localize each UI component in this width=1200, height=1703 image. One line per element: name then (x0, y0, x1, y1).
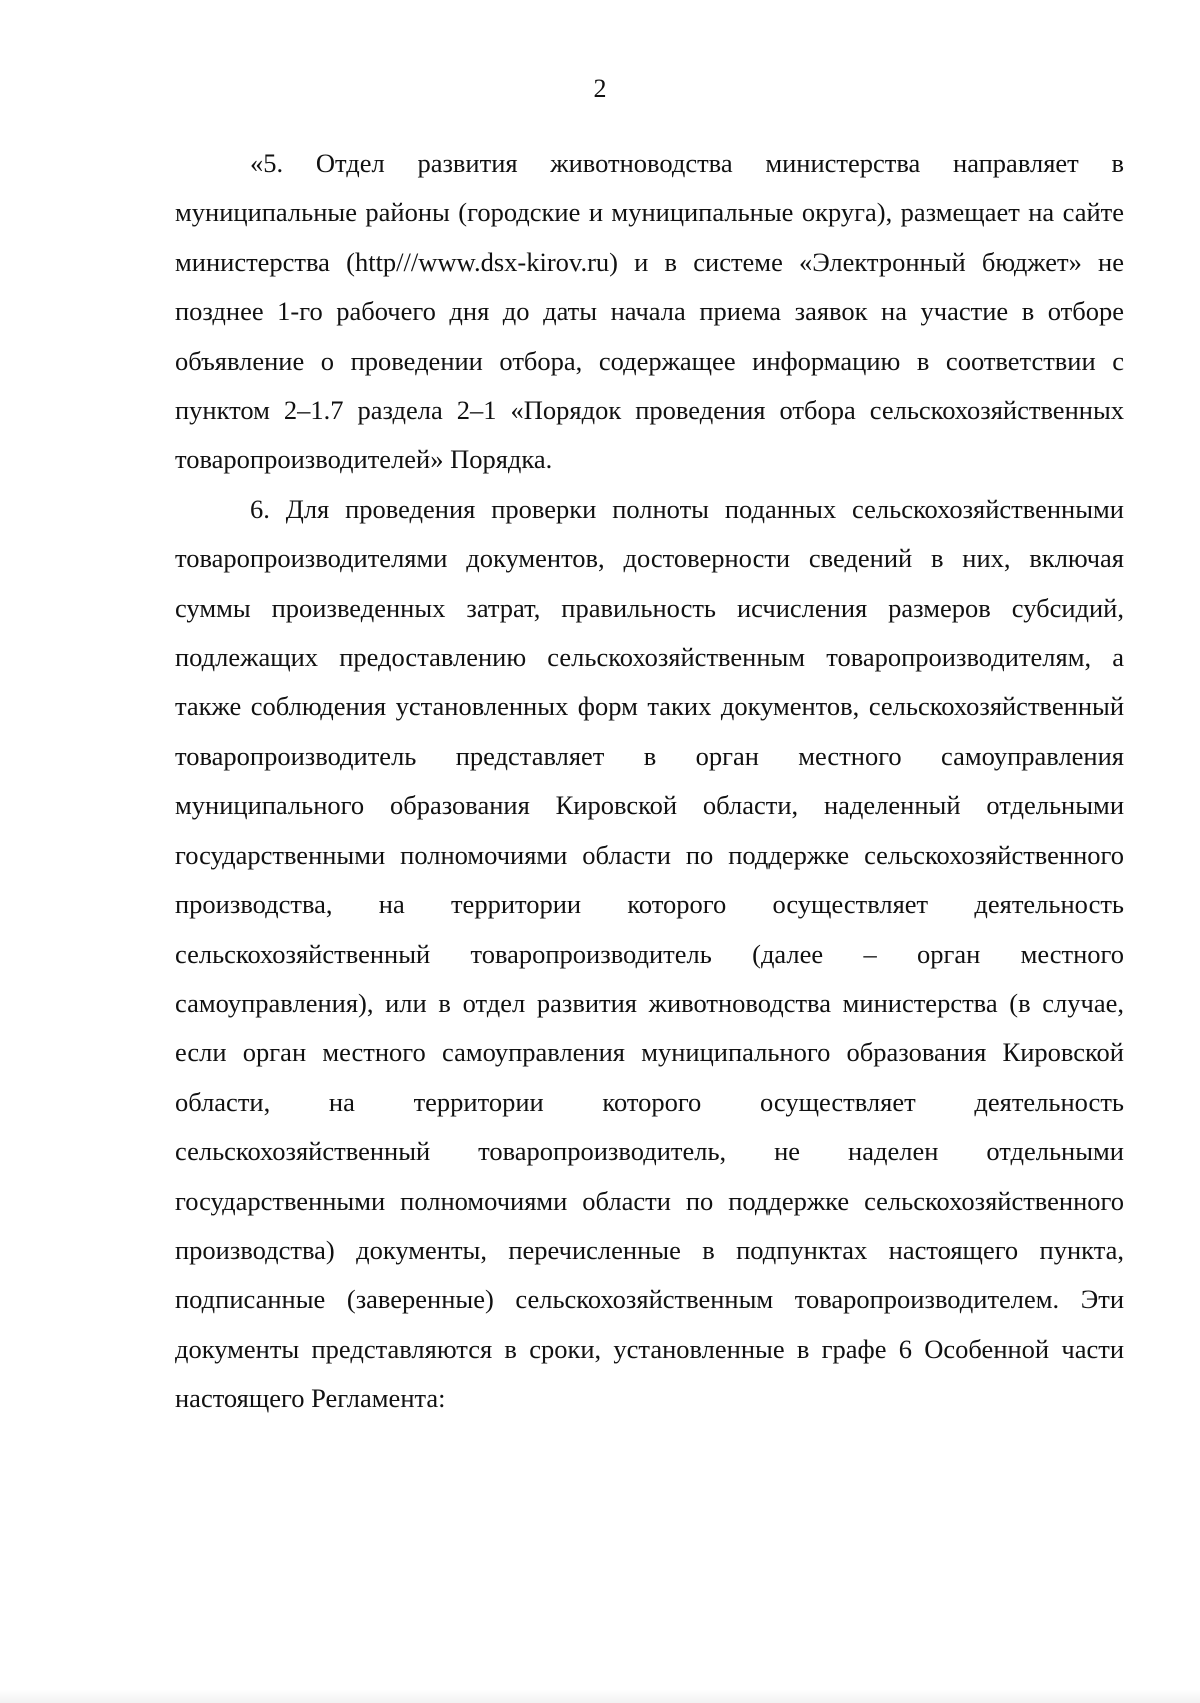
document-body (175, 139, 1124, 1424)
scan-bottom-edge (0, 1690, 1200, 1703)
paragraph-item-6: 6. Для проведения проверки полноты поданных сельскохозяйственными товаропроизводителями документов, достоверности сведений в них, включая суммы произведенных затрат, правильность исчисления размеров субсидий, подлежащих предоставлению сельскохозяйственным товаропроизводителям, а также соблюдения установленных форм таких документов, сельскохозяйственный товаропроизводитель представляет в орган местного самоуправления муниципального образования Кировской области, наделенный отдельными государственными полномочиями области по поддержке сельскохозяйственного производства, на территории которого осуществляет деятельность сельскохозяйственный товаропроизводитель (далее – орган местного самоуправления), или в отдел развития животноводства министерства (в случае, если орган местного самоуправления муниципального образования Кировской области, на территории которого осуществляет деятельность сельскохозяйственный товаропроизводитель, не наделен отдельными государственными полномочиями области по поддержке сельскохозяйственного производства) документы, перечисленные в подпунктах настоящего пункта, подписанные (заверенные) сельскохозяйственным товаропроизводителем. Эти документы представляются в сроки, установленные в графе 6 Особенной части настоящего Регламента: (175, 493, 1124, 1414)
page-number: 2 (593, 74, 607, 103)
paragraph-item-5: «5. Отдел развития животноводства министерства направляет в муниципальные районы (городские и муниципальные округа), размещает на сайте министерства (http///www.dsx-kirov.ru) и в системе «Электронный бюджет» не позднее 1-го рабочего дня до даты начала приема заявок на участие в отборе объявление о проведении отбора, содержащее информацию в соответствии с пунктом 2–1.7 раздела 2–1 «Порядок проведения отбора сельскохозяйственных товаропроизводителей» Порядка. (175, 148, 1124, 475)
